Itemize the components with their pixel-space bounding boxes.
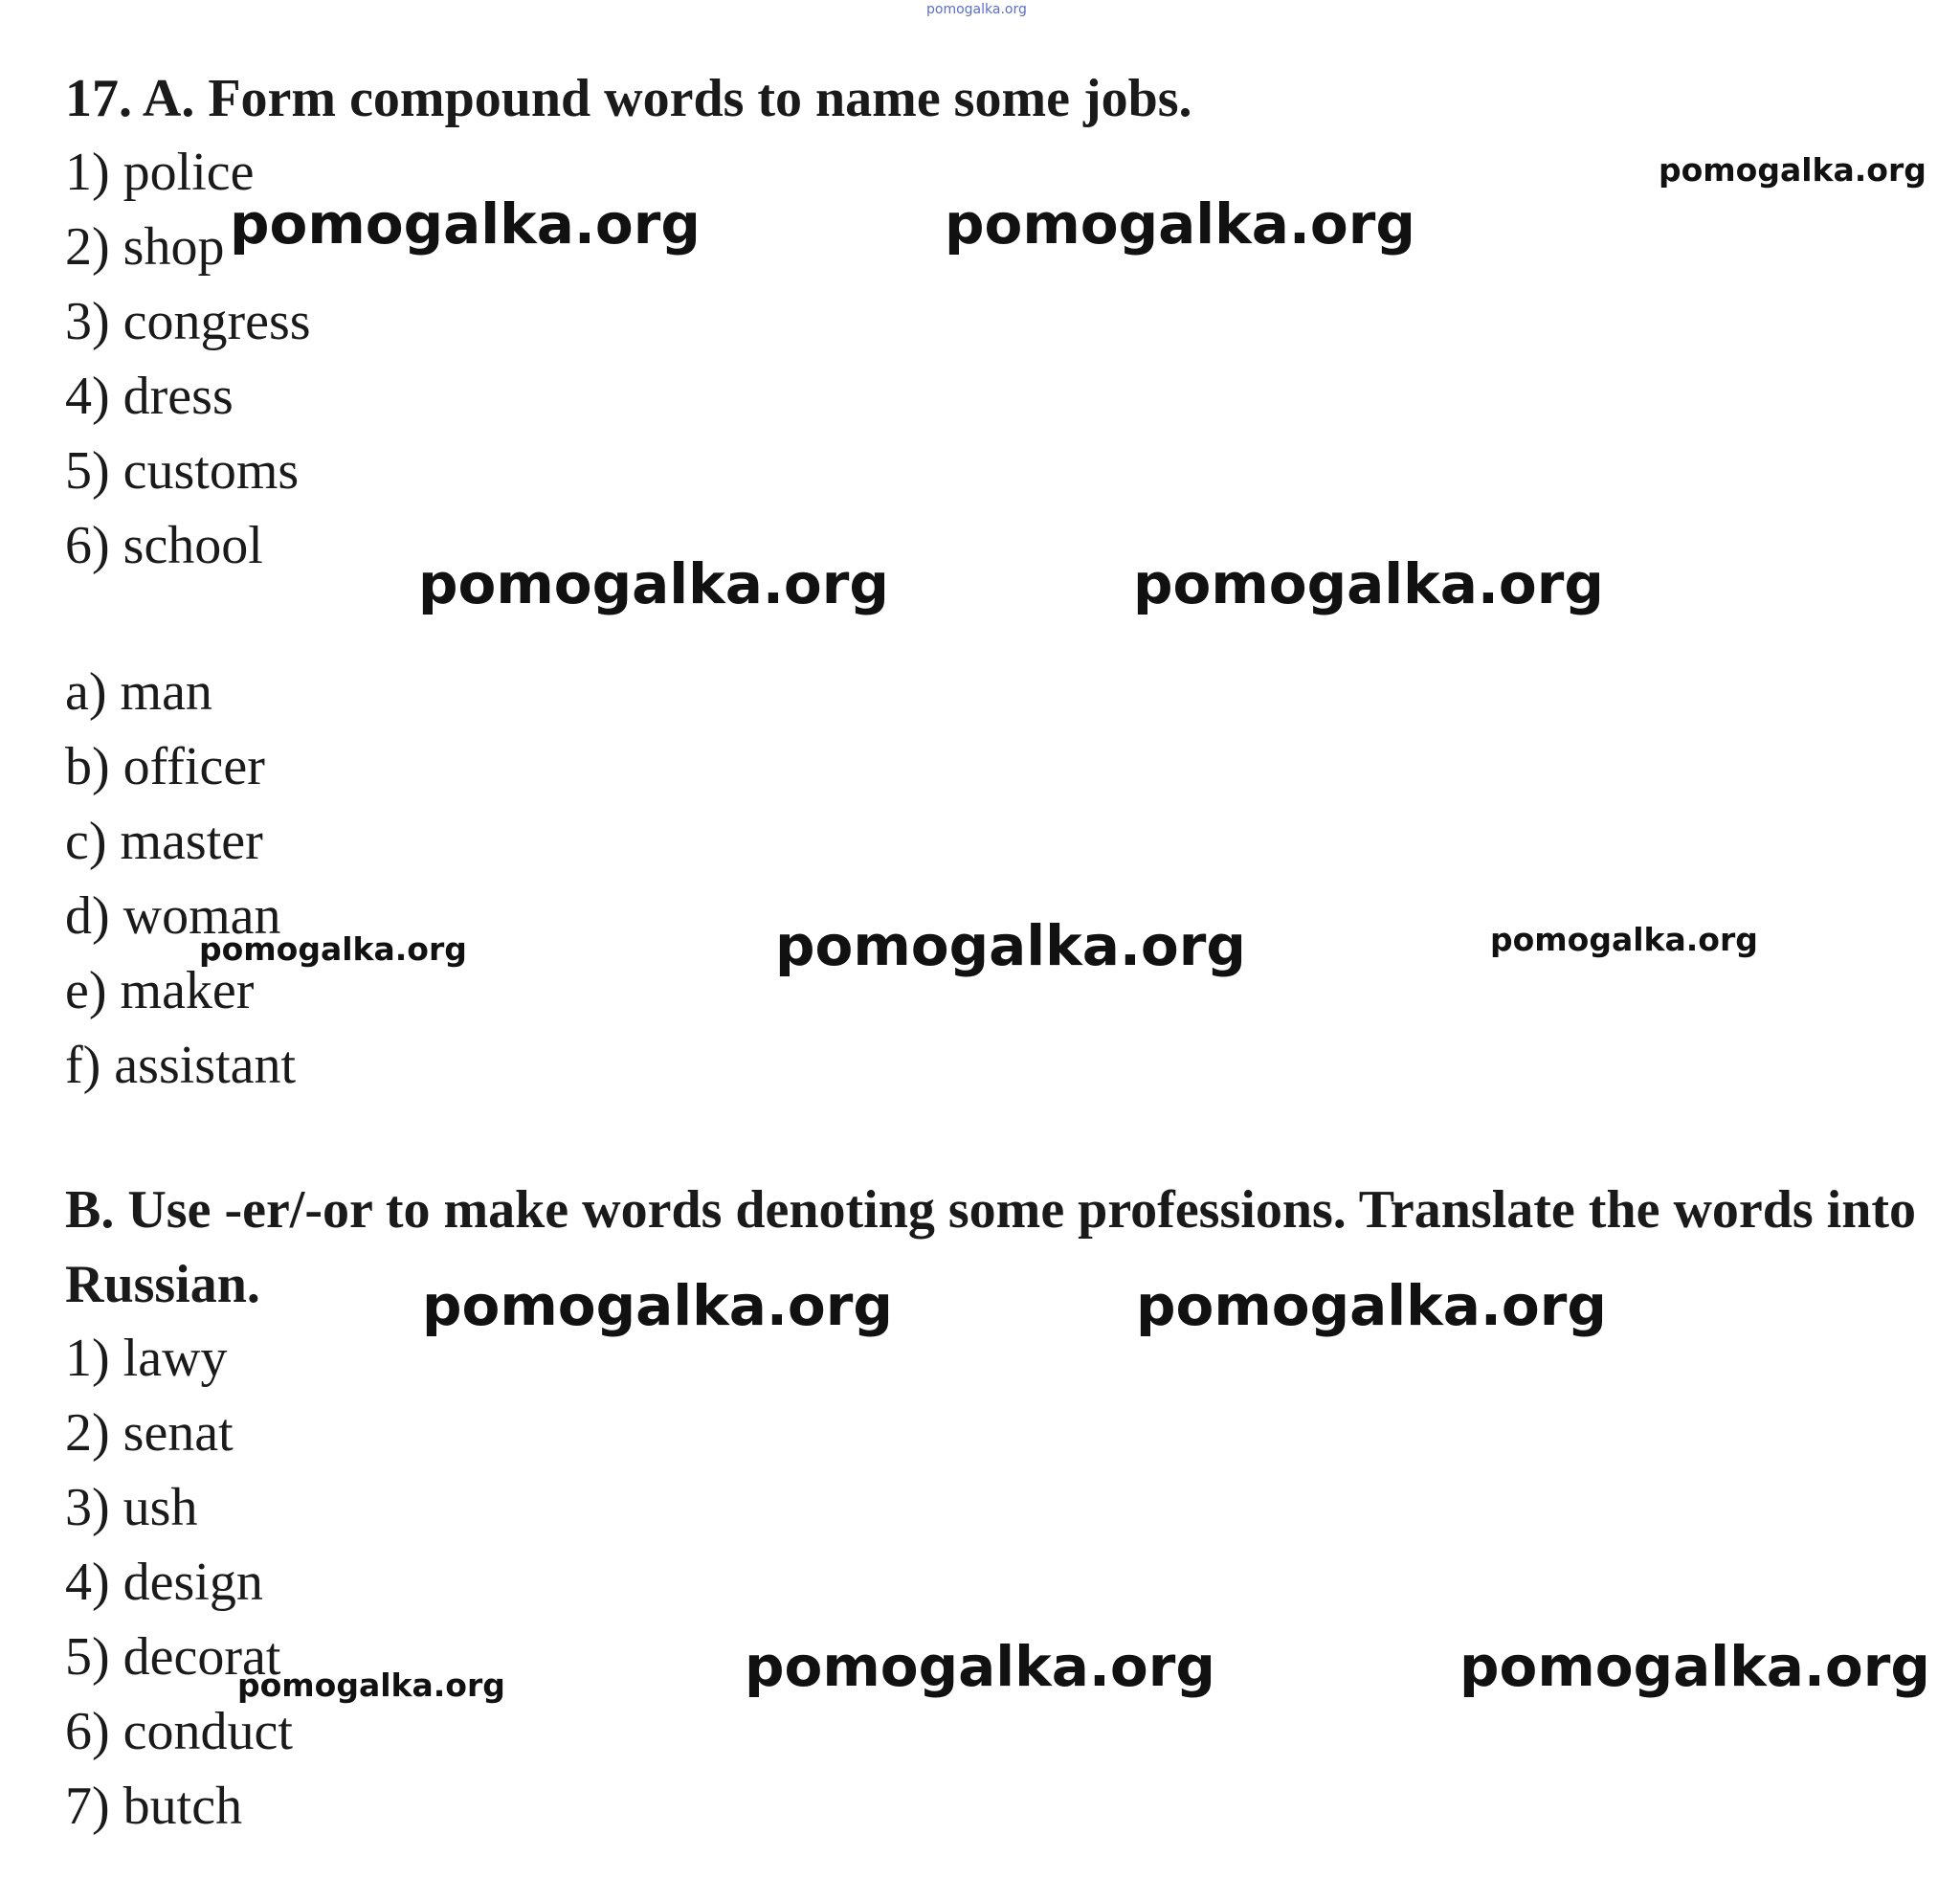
list-item: 5) customs bbox=[65, 441, 300, 501]
list-item: 2) shop bbox=[65, 217, 225, 277]
watermark: pomogalka.org bbox=[199, 930, 467, 968]
list-item: 3) ush bbox=[65, 1478, 198, 1537]
list-item: 4) dress bbox=[65, 367, 234, 426]
list-item: f) assistant bbox=[65, 1036, 297, 1095]
exercise-a-heading: 17. A. Form compound words to name some jobs. bbox=[65, 69, 1192, 128]
watermark-top: pomogalka.org bbox=[926, 2, 1027, 17]
list-item: 2) senat bbox=[65, 1403, 234, 1463]
second-parts-list bbox=[65, 655, 296, 1103]
watermark: pomogalka.org bbox=[1459, 1634, 1930, 1699]
list-item: b) officer bbox=[65, 737, 265, 796]
watermark: pomogalka.org bbox=[1490, 921, 1758, 958]
list-item: 6) school bbox=[65, 516, 263, 575]
list-item: 5) decorat bbox=[65, 1627, 281, 1687]
exercise-b-heading: B. Use -er/-or to make words denoting some professions. Translate the words into Russian. bbox=[65, 1180, 1917, 1314]
watermark: pomogalka.org bbox=[1136, 1273, 1607, 1338]
watermark: pomogalka.org bbox=[237, 1666, 505, 1704]
watermark: pomogalka.org bbox=[945, 191, 1415, 257]
list-item: 7) butch bbox=[65, 1777, 243, 1836]
list-item: 6) conduct bbox=[65, 1702, 293, 1761]
list-item: d) woman bbox=[65, 886, 281, 946]
list-item: 1) lawy bbox=[65, 1329, 228, 1388]
list-item: 4) design bbox=[65, 1553, 263, 1612]
watermark: pomogalka.org bbox=[418, 551, 889, 616]
word-stems-list bbox=[65, 1321, 293, 1844]
list-item: 1) police bbox=[65, 143, 255, 202]
list-item: 3) congress bbox=[65, 292, 311, 351]
watermark: pomogalka.org bbox=[775, 913, 1246, 978]
list-item: a) man bbox=[65, 662, 212, 722]
watermark: pomogalka.org bbox=[1133, 551, 1604, 616]
list-item: e) maker bbox=[65, 961, 255, 1020]
watermark: pomogalka.org bbox=[745, 1634, 1215, 1699]
watermark: pomogalka.org bbox=[1659, 151, 1927, 189]
list-item: c) master bbox=[65, 812, 263, 871]
watermark: pomogalka.org bbox=[422, 1273, 893, 1338]
watermark: pomogalka.org bbox=[230, 191, 701, 257]
